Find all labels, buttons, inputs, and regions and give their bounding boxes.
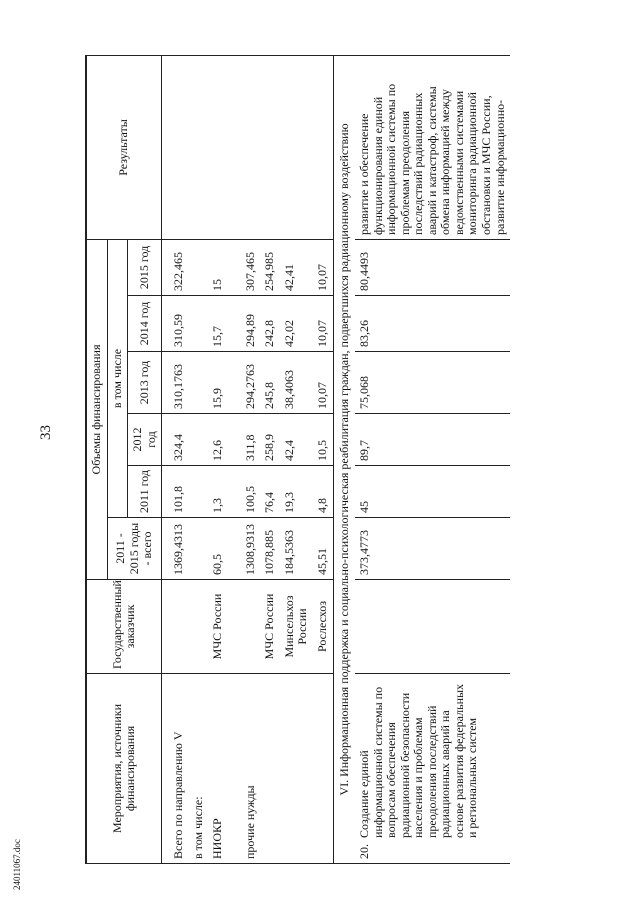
header-year-2014: 2014 год — [128, 296, 162, 352]
row-2011: 4,8 — [313, 466, 333, 518]
row-2013: 245,8 — [260, 352, 280, 414]
item-2014: 83,26 — [355, 296, 510, 352]
item-result: развитие и обеспечение функционирования единой информационной системы по проблемам преодоления последствий радиационных аварий и катастроф, системы обмена информацией между ведомственными системами мониторинга радиационной обстановки и МЧС России, развитие информационно- — [355, 55, 510, 239]
item-2011: 45 — [355, 466, 510, 518]
financing-table — [85, 55, 510, 864]
row-result — [313, 55, 333, 239]
row-result — [208, 55, 228, 239]
row-name: Всего по направлению V — [162, 674, 189, 864]
row-2012: 12,6 — [208, 414, 228, 466]
row-2013 — [189, 352, 209, 414]
row-name: прочие нужды — [228, 674, 261, 864]
row-2011: 19,3 — [280, 466, 313, 518]
row-2015: 322,465 — [162, 239, 189, 295]
row-2014: 242,8 — [260, 296, 280, 352]
item-2012: 89,7 — [355, 414, 510, 466]
row-2013: 10,07 — [313, 352, 333, 414]
row-2012: 42,4 — [280, 414, 313, 466]
row-2011: 101,8 — [162, 466, 189, 518]
row-2012: 324,4 — [162, 414, 189, 466]
row-2015 — [189, 239, 209, 295]
row-customer: МЧС России — [260, 580, 280, 674]
row-2015: 15 — [208, 239, 228, 295]
header-results: Результаты — [86, 55, 162, 239]
header-total: 2011 - 2015 годы - всего — [107, 518, 162, 580]
header-including: в том числе — [107, 239, 128, 517]
item-total: 373,4773 — [355, 518, 510, 580]
header-activity: Мероприятия, источники финансирования — [86, 674, 162, 864]
header-year-2015: 2015 год — [128, 239, 162, 295]
row-customer: МЧС России — [208, 580, 228, 674]
row-total: 1369,4313 — [162, 518, 189, 580]
row-total: 184,5363 — [280, 518, 313, 580]
row-result — [162, 55, 189, 239]
row-2014: 42,02 — [280, 296, 313, 352]
item-name-cell — [355, 674, 510, 864]
row-customer — [228, 580, 261, 674]
row-2014: 310,59 — [162, 296, 189, 352]
row-customer — [189, 580, 209, 674]
row-2011: 76,4 — [260, 466, 280, 518]
row-2012: 10,5 — [313, 414, 333, 466]
item-2015: 80,4493 — [355, 239, 510, 295]
header-year-2012: 2012 год — [128, 414, 162, 466]
item-2013: 75,068 — [355, 352, 510, 414]
row-customer: Минсельхоз России — [280, 580, 313, 674]
page-number: 33 — [38, 425, 54, 440]
row-total: 45,51 — [313, 518, 333, 580]
row-2011: 1,3 — [208, 466, 228, 518]
row-name — [260, 674, 280, 864]
row-2015: 42,41 — [280, 239, 313, 295]
header-funding: Объемы финансирования — [86, 239, 107, 579]
table-row-item-20 — [355, 55, 510, 863]
row-2014 — [189, 296, 209, 352]
row-name — [313, 674, 333, 864]
row-2012 — [189, 414, 209, 466]
item-number: 20. — [357, 844, 372, 859]
table-row — [228, 55, 261, 863]
section-title: VI. Информационная поддержка и социально-психологическая реабилитация граждан, подвергшихся радиационному воздействию — [333, 55, 355, 863]
row-result — [260, 55, 280, 239]
row-2014: 15,7 — [208, 296, 228, 352]
row-customer: Рослесхоз — [313, 580, 333, 674]
header-customer: Государственный заказчик — [86, 580, 162, 674]
rotated-table-frame — [85, 56, 555, 864]
item-customer — [355, 580, 510, 674]
row-2011 — [189, 466, 209, 518]
row-2015: 254,985 — [260, 239, 280, 295]
row-result — [189, 55, 209, 239]
row-2012: 258,9 — [260, 414, 280, 466]
item-name: Создание единой информационной системы по вопросам обеспечения радиационной безопасности населения и проблемам преодоления последствий радиационных аварий на основе развития федеральных и региональных систем — [357, 683, 480, 838]
table-row — [189, 55, 209, 863]
row-result — [228, 55, 261, 239]
table-row — [280, 55, 313, 863]
row-total: 1078,885 — [260, 518, 280, 580]
table-row — [313, 55, 333, 863]
row-2015: 10,07 — [313, 239, 333, 295]
row-2014: 294,89 — [228, 296, 261, 352]
row-2015: 307,465 — [228, 239, 261, 295]
row-customer — [162, 580, 189, 674]
section-row — [333, 55, 355, 863]
table-row — [260, 55, 280, 863]
document-footer-code: 24011067.doc — [12, 839, 22, 890]
row-2011: 100,5 — [228, 466, 261, 518]
row-total — [189, 518, 209, 580]
row-2013: 294,2763 — [228, 352, 261, 414]
row-2013: 38,4063 — [280, 352, 313, 414]
row-name — [280, 674, 313, 864]
row-2014: 10,07 — [313, 296, 333, 352]
row-total: 60,5 — [208, 518, 228, 580]
row-total: 1308,9313 — [228, 518, 261, 580]
table-row — [208, 55, 228, 863]
row-name: в том числе: — [189, 674, 209, 864]
row-result — [280, 55, 313, 239]
row-2012: 311,8 — [228, 414, 261, 466]
header-year-2013: 2013 год — [128, 352, 162, 414]
header-year-2011: 2011 год — [128, 466, 162, 518]
table-row — [162, 55, 189, 863]
row-2013: 310,1763 — [162, 352, 189, 414]
row-name: НИОКР — [208, 674, 228, 864]
row-2013: 15,9 — [208, 352, 228, 414]
